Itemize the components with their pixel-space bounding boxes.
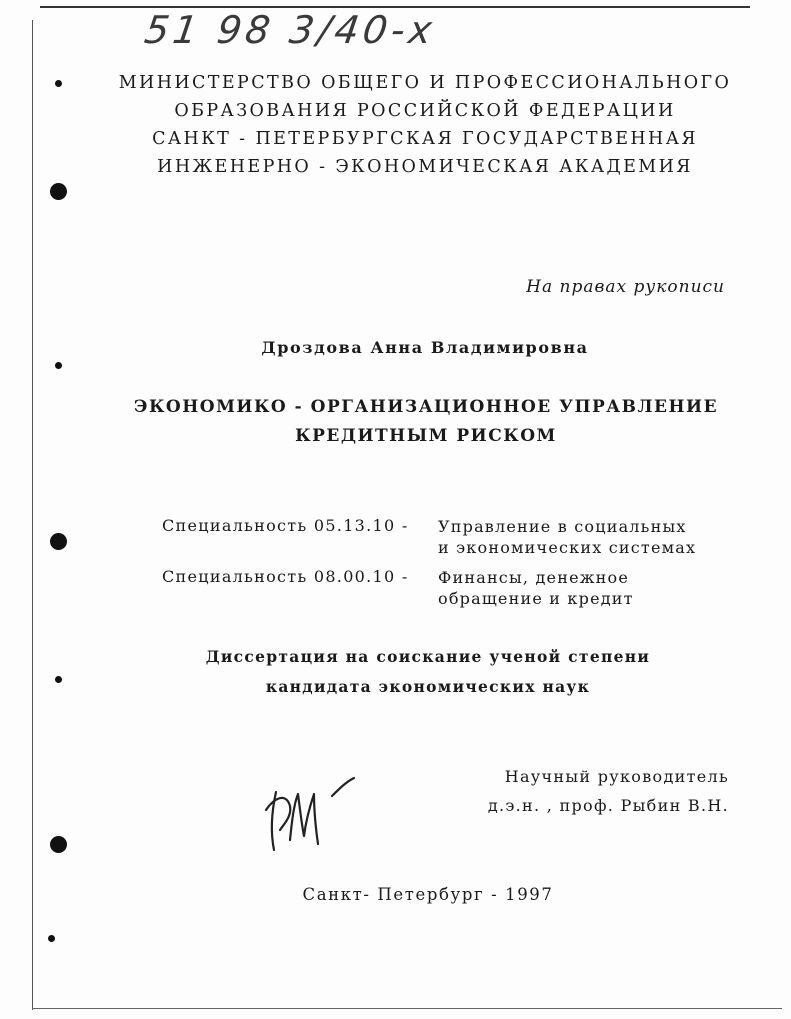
thesis-title-line-1: ЭКОНОМИКО - ОРГАНИЗАЦИОННОЕ УПРАВЛЕНИЕ	[133, 397, 719, 417]
city-year: Санкт- Петербург - 1997	[302, 885, 554, 904]
page-border-bottom	[32, 1008, 782, 1009]
specialty-name-2	[438, 567, 634, 609]
institution-line-1: МИНИСТЕРСТВО ОБЩЕГО И ПРОФЕССИОНАЛЬНОГО	[118, 73, 732, 93]
institution-line-2: ОБРАЗОВАНИЯ РОССИЙСКОЙ ФЕДЕРАЦИИ	[174, 101, 676, 121]
handwritten-number: 51 98 3/40-x	[141, 8, 439, 52]
supervisor-label: Научный руководитель	[504, 767, 729, 786]
signature	[262, 770, 362, 860]
specialty-name-1-line-1: Управление в социальных	[438, 517, 687, 536]
specialty-name-2-line-1: Финансы, денежное	[438, 568, 630, 587]
manuscript-note: На правах рукописи	[526, 277, 725, 297]
punch-mark-4	[48, 935, 55, 942]
thesis-title-line-2: КРЕДИТНЫМ РИСКОМ	[295, 426, 557, 446]
dissertation-line-2: кандидата экономических наук	[265, 677, 591, 696]
punch-mark-2	[55, 362, 62, 369]
specialty-code-1: Специальность 05.13.10 -	[162, 516, 409, 535]
specialty-name-1-line-2: и экономических системах	[438, 538, 697, 557]
specialty-code-2: Специальность 08.00.10 -	[162, 567, 409, 586]
author-name: Дроздова Анна Владимировна	[261, 338, 589, 357]
punch-hole-3	[50, 836, 67, 853]
specialty-name-1	[438, 516, 696, 558]
punch-hole-2	[50, 533, 67, 550]
institution-line-4: ИНЖЕНЕРНО - ЭКОНОМИЧЕСКАЯ АКАДЕМИЯ	[157, 157, 693, 177]
punch-hole-1	[50, 183, 67, 200]
institution-line-3: САНКТ - ПЕТЕРБУРГСКАЯ ГОСУДАРСТВЕННАЯ	[152, 129, 698, 149]
supervisor-name: д.э.н. , проф. Рыбин В.Н.	[487, 796, 729, 815]
dissertation-line-1: Диссертация на соискание ученой степени	[205, 647, 651, 666]
specialty-name-2-line-2: обращение и кредит	[438, 589, 634, 608]
